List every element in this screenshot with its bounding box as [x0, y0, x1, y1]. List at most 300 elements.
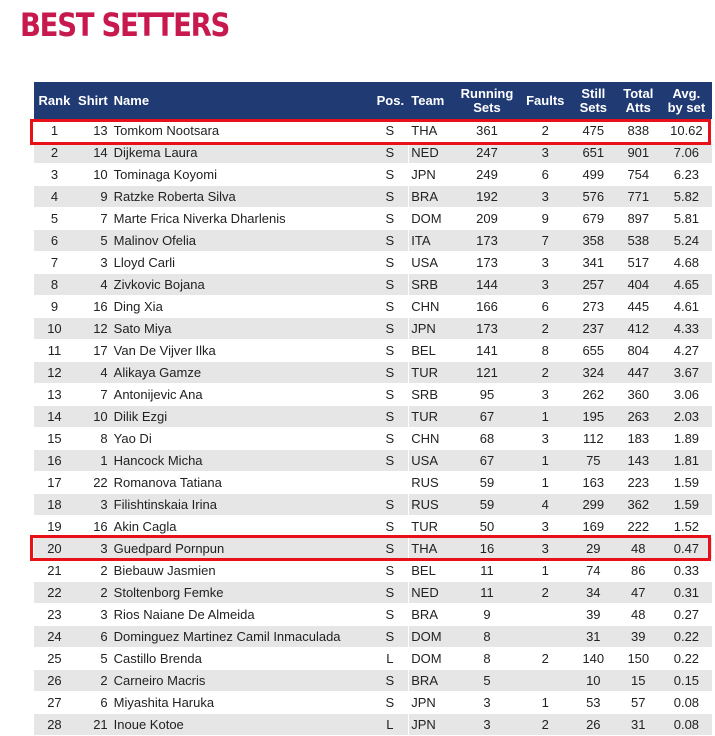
cell-team: RUS: [409, 472, 454, 493]
header-shirt[interactable]: Shirt: [75, 82, 110, 119]
header-total-atts-line1: Total: [623, 85, 654, 101]
cell-still-sets: 651: [571, 142, 616, 163]
cell-still-sets: 26: [571, 714, 616, 735]
cell-still-sets: 358: [571, 230, 616, 251]
cell-avg-by-set: 3.06: [661, 384, 712, 405]
cell-running-sets: 247: [454, 142, 519, 163]
cell-rank: 21: [34, 560, 75, 581]
cell-position: S: [371, 340, 409, 361]
cell-total-atts: 222: [616, 516, 661, 537]
cell-faults: 1: [520, 472, 571, 493]
header-total-atts-line2: Atts: [625, 99, 651, 115]
table-row: [34, 494, 712, 515]
cell-position: S: [371, 670, 409, 691]
cell-avg-by-set: 4.33: [661, 318, 712, 339]
cell-shirt: 4: [75, 274, 110, 295]
cell-still-sets: 53: [571, 692, 616, 713]
cell-running-sets: 144: [454, 274, 519, 295]
cell-avg-by-set: 1.52: [661, 516, 712, 537]
cell-running-sets: 11: [454, 582, 519, 603]
table-body: [34, 120, 712, 735]
cell-team: JPN: [409, 164, 454, 185]
cell-running-sets: 8: [454, 648, 519, 669]
cell-running-sets: 361: [454, 120, 519, 141]
cell-running-sets: 50: [454, 516, 519, 537]
cell-still-sets: 195: [571, 406, 616, 427]
cell-still-sets: 655: [571, 340, 616, 361]
cell-total-atts: 223: [616, 472, 661, 493]
table-row: [34, 450, 712, 471]
table-row: [34, 384, 712, 405]
cell-total-atts: 517: [616, 252, 661, 273]
cell-faults: 3: [520, 274, 571, 295]
cell-name: Ding Xia: [110, 296, 372, 317]
cell-total-atts: 838: [616, 120, 661, 141]
cell-team: TUR: [409, 362, 454, 383]
table-row: [34, 296, 712, 317]
cell-name: Yao Di: [110, 428, 372, 449]
cell-total-atts: 47: [616, 582, 661, 603]
cell-position: S: [371, 362, 409, 383]
cell-position: S: [371, 296, 409, 317]
cell-faults: 6: [520, 296, 571, 317]
cell-still-sets: 341: [571, 252, 616, 273]
cell-faults: 8: [520, 340, 571, 361]
cell-rank: 15: [34, 428, 75, 449]
cell-team: JPN: [409, 692, 454, 713]
cell-still-sets: 34: [571, 582, 616, 603]
table-row: [34, 186, 712, 207]
cell-position: [371, 472, 409, 493]
cell-name: Miyashita Haruka: [110, 692, 372, 713]
cell-shirt: 13: [75, 120, 110, 141]
table-row: [34, 714, 712, 735]
table-row: [34, 252, 712, 273]
table-row: [34, 538, 712, 559]
cell-total-atts: 901: [616, 142, 661, 163]
cell-faults: 2: [520, 362, 571, 383]
cell-name: Van De Vijver Ilka: [110, 340, 372, 361]
cell-total-atts: 183: [616, 428, 661, 449]
cell-rank: 2: [34, 142, 75, 163]
cell-avg-by-set: 1.81: [661, 450, 712, 471]
cell-still-sets: 140: [571, 648, 616, 669]
cell-position: S: [371, 274, 409, 295]
cell-faults: 3: [520, 538, 571, 559]
cell-team: THA: [409, 538, 454, 559]
cell-name: Tomkom Nootsara: [110, 120, 372, 141]
cell-still-sets: 163: [571, 472, 616, 493]
cell-faults: 2: [520, 714, 571, 735]
header-avg-line1: Avg.: [672, 85, 701, 101]
cell-team: SRB: [409, 384, 454, 405]
cell-shirt: 2: [75, 560, 110, 581]
table-row: [34, 208, 712, 229]
header-team[interactable]: Team: [409, 82, 454, 119]
cell-name: Marte Frica Niverka Dharlenis: [110, 208, 372, 229]
cell-avg-by-set: 0.22: [661, 648, 712, 669]
cell-team: TUR: [409, 516, 454, 537]
cell-shirt: 3: [75, 604, 110, 625]
cell-rank: 16: [34, 450, 75, 471]
page-title: BEST SETTERS: [20, 6, 230, 44]
cell-shirt: 3: [75, 494, 110, 515]
cell-running-sets: 209: [454, 208, 519, 229]
cell-shirt: 2: [75, 582, 110, 603]
cell-faults: 3: [520, 428, 571, 449]
cell-team: BRA: [409, 670, 454, 691]
cell-rank: 3: [34, 164, 75, 185]
cell-still-sets: 39: [571, 604, 616, 625]
cell-team: TUR: [409, 406, 454, 427]
cell-still-sets: 299: [571, 494, 616, 515]
cell-faults: 2: [520, 318, 571, 339]
table-row: [34, 230, 712, 251]
cell-avg-by-set: 1.89: [661, 428, 712, 449]
cell-rank: 27: [34, 692, 75, 713]
cell-rank: 8: [34, 274, 75, 295]
cell-name: Dijkema Laura: [110, 142, 372, 163]
cell-running-sets: 68: [454, 428, 519, 449]
cell-avg-by-set: 1.59: [661, 494, 712, 515]
cell-position: S: [371, 450, 409, 471]
cell-faults: 3: [520, 252, 571, 273]
cell-faults: 6: [520, 164, 571, 185]
cell-rank: 13: [34, 384, 75, 405]
cell-running-sets: 16: [454, 538, 519, 559]
cell-position: S: [371, 560, 409, 581]
cell-position: S: [371, 186, 409, 207]
header-running-sets-line1: Running: [460, 85, 514, 101]
cell-name: Alikaya Gamze: [110, 362, 372, 383]
cell-faults: 3: [520, 142, 571, 163]
header-total-atts[interactable]: [616, 82, 661, 119]
cell-shirt: 22: [75, 472, 110, 493]
table-row: [34, 362, 712, 383]
cell-team: CHN: [409, 296, 454, 317]
cell-shirt: 4: [75, 362, 110, 383]
cell-shirt: 7: [75, 208, 110, 229]
cell-name: Romanova Tatiana: [110, 472, 372, 493]
cell-avg-by-set: 6.23: [661, 164, 712, 185]
cell-rank: 22: [34, 582, 75, 603]
table-header-row: [34, 82, 712, 119]
cell-total-atts: 447: [616, 362, 661, 383]
cell-shirt: 8: [75, 428, 110, 449]
cell-faults: 3: [520, 186, 571, 207]
cell-still-sets: 31: [571, 626, 616, 647]
cell-running-sets: 166: [454, 296, 519, 317]
cell-rank: 17: [34, 472, 75, 493]
cell-position: S: [371, 230, 409, 251]
cell-shirt: 6: [75, 692, 110, 713]
cell-position: S: [371, 120, 409, 141]
cell-total-atts: 897: [616, 208, 661, 229]
cell-faults: [520, 604, 571, 625]
cell-running-sets: 67: [454, 450, 519, 471]
cell-name: Carneiro Macris: [110, 670, 372, 691]
cell-still-sets: 74: [571, 560, 616, 581]
cell-avg-by-set: 0.22: [661, 626, 712, 647]
cell-name: Filishtinskaia Irina: [110, 494, 372, 515]
cell-position: S: [371, 604, 409, 625]
cell-total-atts: 48: [616, 604, 661, 625]
table-row: [34, 582, 712, 603]
cell-position: S: [371, 318, 409, 339]
cell-running-sets: 173: [454, 252, 519, 273]
header-position[interactable]: Pos.: [371, 82, 409, 119]
cell-running-sets: 8: [454, 626, 519, 647]
header-name[interactable]: Name: [110, 82, 372, 119]
cell-still-sets: 237: [571, 318, 616, 339]
cell-shirt: 17: [75, 340, 110, 361]
cell-avg-by-set: 7.06: [661, 142, 712, 163]
cell-name: Hancock Micha: [110, 450, 372, 471]
table-row: [34, 692, 712, 713]
cell-still-sets: 75: [571, 450, 616, 471]
cell-position: S: [371, 516, 409, 537]
cell-still-sets: 576: [571, 186, 616, 207]
cell-total-atts: 412: [616, 318, 661, 339]
cell-running-sets: 67: [454, 406, 519, 427]
cell-shirt: 5: [75, 230, 110, 251]
cell-shirt: 10: [75, 164, 110, 185]
cell-still-sets: 679: [571, 208, 616, 229]
cell-name: Stoltenborg Femke: [110, 582, 372, 603]
cell-rank: 24: [34, 626, 75, 647]
cell-team: JPN: [409, 318, 454, 339]
cell-avg-by-set: 5.81: [661, 208, 712, 229]
cell-faults: [520, 670, 571, 691]
cell-running-sets: 121: [454, 362, 519, 383]
cell-name: Castillo Brenda: [110, 648, 372, 669]
cell-name: Dilik Ezgi: [110, 406, 372, 427]
cell-avg-by-set: 4.65: [661, 274, 712, 295]
cell-rank: 1: [34, 120, 75, 141]
cell-faults: 1: [520, 450, 571, 471]
header-still-sets-line2: Sets: [579, 99, 608, 115]
cell-still-sets: 29: [571, 538, 616, 559]
cell-total-atts: 445: [616, 296, 661, 317]
cell-avg-by-set: 0.27: [661, 604, 712, 625]
cell-shirt: 3: [75, 538, 110, 559]
table-row: [34, 648, 712, 669]
cell-name: Dominguez Martinez Camil Inmaculada: [110, 626, 372, 647]
cell-avg-by-set: 5.24: [661, 230, 712, 251]
cell-team: ITA: [409, 230, 454, 251]
cell-team: BRA: [409, 186, 454, 207]
cell-total-atts: 150: [616, 648, 661, 669]
cell-name: Zivkovic Bojana: [110, 274, 372, 295]
header-avg-line2: by set: [667, 99, 706, 115]
cell-rank: 18: [34, 494, 75, 515]
cell-total-atts: 360: [616, 384, 661, 405]
cell-name: Inoue Kotoe: [110, 714, 372, 735]
cell-name: Ratzke Roberta Silva: [110, 186, 372, 207]
cell-team: JPN: [409, 714, 454, 735]
cell-avg-by-set: 4.61: [661, 296, 712, 317]
cell-avg-by-set: 0.15: [661, 670, 712, 691]
cell-team: RUS: [409, 494, 454, 515]
cell-shirt: 1: [75, 450, 110, 471]
table-row: [34, 604, 712, 625]
cell-still-sets: 475: [571, 120, 616, 141]
cell-shirt: 9: [75, 186, 110, 207]
header-running-sets[interactable]: [454, 82, 519, 119]
table-row: [34, 670, 712, 691]
cell-team: DOM: [409, 648, 454, 669]
cell-still-sets: 324: [571, 362, 616, 383]
cell-faults: 7: [520, 230, 571, 251]
cell-position: S: [371, 406, 409, 427]
cell-position: S: [371, 384, 409, 405]
table-row: [34, 406, 712, 427]
cell-shirt: 2: [75, 670, 110, 691]
cell-faults: 3: [520, 516, 571, 537]
cell-team: NED: [409, 142, 454, 163]
cell-rank: 9: [34, 296, 75, 317]
cell-position: S: [371, 494, 409, 515]
cell-position: S: [371, 142, 409, 163]
cell-avg-by-set: 1.59: [661, 472, 712, 493]
cell-rank: 19: [34, 516, 75, 537]
cell-team: BEL: [409, 560, 454, 581]
cell-rank: 28: [34, 714, 75, 735]
cell-total-atts: 538: [616, 230, 661, 251]
cell-team: CHN: [409, 428, 454, 449]
cell-avg-by-set: 0.08: [661, 692, 712, 713]
cell-faults: 1: [520, 406, 571, 427]
cell-total-atts: 143: [616, 450, 661, 471]
cell-running-sets: 173: [454, 230, 519, 251]
cell-name: Akin Cagla: [110, 516, 372, 537]
header-rank[interactable]: Rank: [34, 82, 75, 119]
cell-running-sets: 3: [454, 714, 519, 735]
cell-total-atts: 57: [616, 692, 661, 713]
cell-avg-by-set: 2.03: [661, 406, 712, 427]
cell-still-sets: 499: [571, 164, 616, 185]
table-row: [34, 142, 712, 163]
cell-running-sets: 59: [454, 494, 519, 515]
cell-shirt: 21: [75, 714, 110, 735]
table-row: [34, 318, 712, 339]
cell-team: SRB: [409, 274, 454, 295]
cell-position: S: [371, 538, 409, 559]
table-row: [34, 626, 712, 647]
cell-team: DOM: [409, 208, 454, 229]
cell-total-atts: 754: [616, 164, 661, 185]
cell-position: S: [371, 164, 409, 185]
cell-shirt: 5: [75, 648, 110, 669]
cell-name: Malinov Ofelia: [110, 230, 372, 251]
cell-avg-by-set: 0.33: [661, 560, 712, 581]
cell-shirt: 10: [75, 406, 110, 427]
table-row: [34, 274, 712, 295]
cell-avg-by-set: 3.67: [661, 362, 712, 383]
cell-total-atts: 362: [616, 494, 661, 515]
cell-position: S: [371, 582, 409, 603]
cell-name: Guedpard Pornpun: [110, 538, 372, 559]
cell-total-atts: 31: [616, 714, 661, 735]
cell-running-sets: 3: [454, 692, 519, 713]
cell-shirt: 7: [75, 384, 110, 405]
cell-running-sets: 192: [454, 186, 519, 207]
cell-shirt: 14: [75, 142, 110, 163]
header-faults[interactable]: Faults: [520, 82, 571, 119]
best-setters-table: [34, 81, 712, 736]
cell-team: NED: [409, 582, 454, 603]
cell-still-sets: 273: [571, 296, 616, 317]
cell-still-sets: 169: [571, 516, 616, 537]
cell-rank: 10: [34, 318, 75, 339]
cell-faults: [520, 626, 571, 647]
cell-avg-by-set: 5.82: [661, 186, 712, 207]
cell-faults: 1: [520, 692, 571, 713]
cell-total-atts: 804: [616, 340, 661, 361]
cell-rank: 25: [34, 648, 75, 669]
header-avg-by-set[interactable]: [661, 82, 712, 119]
cell-rank: 20: [34, 538, 75, 559]
cell-name: Rios Naiane De Almeida: [110, 604, 372, 625]
cell-avg-by-set: 0.08: [661, 714, 712, 735]
cell-team: BRA: [409, 604, 454, 625]
cell-avg-by-set: 0.31: [661, 582, 712, 603]
cell-running-sets: 141: [454, 340, 519, 361]
cell-total-atts: 86: [616, 560, 661, 581]
cell-still-sets: 257: [571, 274, 616, 295]
cell-position: S: [371, 428, 409, 449]
table-row: [34, 516, 712, 537]
cell-still-sets: 112: [571, 428, 616, 449]
cell-total-atts: 404: [616, 274, 661, 295]
cell-shirt: 6: [75, 626, 110, 647]
cell-rank: 4: [34, 186, 75, 207]
cell-running-sets: 9: [454, 604, 519, 625]
cell-running-sets: 249: [454, 164, 519, 185]
cell-team: USA: [409, 450, 454, 471]
cell-faults: 2: [520, 648, 571, 669]
cell-position: S: [371, 626, 409, 647]
table-row: [34, 164, 712, 185]
cell-name: Antonijevic Ana: [110, 384, 372, 405]
cell-rank: 23: [34, 604, 75, 625]
cell-faults: 9: [520, 208, 571, 229]
header-running-sets-line2: Sets: [473, 99, 501, 115]
table-row: [34, 120, 712, 141]
cell-team: THA: [409, 120, 454, 141]
table-row: [34, 428, 712, 449]
cell-shirt: 12: [75, 318, 110, 339]
cell-team: BEL: [409, 340, 454, 361]
cell-faults: 2: [520, 120, 571, 141]
cell-total-atts: 48: [616, 538, 661, 559]
cell-rank: 6: [34, 230, 75, 251]
cell-avg-by-set: 4.27: [661, 340, 712, 361]
cell-rank: 26: [34, 670, 75, 691]
header-still-sets[interactable]: [571, 82, 616, 119]
cell-team: DOM: [409, 626, 454, 647]
cell-faults: 4: [520, 494, 571, 515]
cell-total-atts: 39: [616, 626, 661, 647]
cell-running-sets: 95: [454, 384, 519, 405]
cell-total-atts: 263: [616, 406, 661, 427]
cell-faults: 1: [520, 560, 571, 581]
cell-rank: 11: [34, 340, 75, 361]
cell-running-sets: 173: [454, 318, 519, 339]
cell-still-sets: 262: [571, 384, 616, 405]
cell-name: Sato Miya: [110, 318, 372, 339]
cell-position: S: [371, 252, 409, 273]
